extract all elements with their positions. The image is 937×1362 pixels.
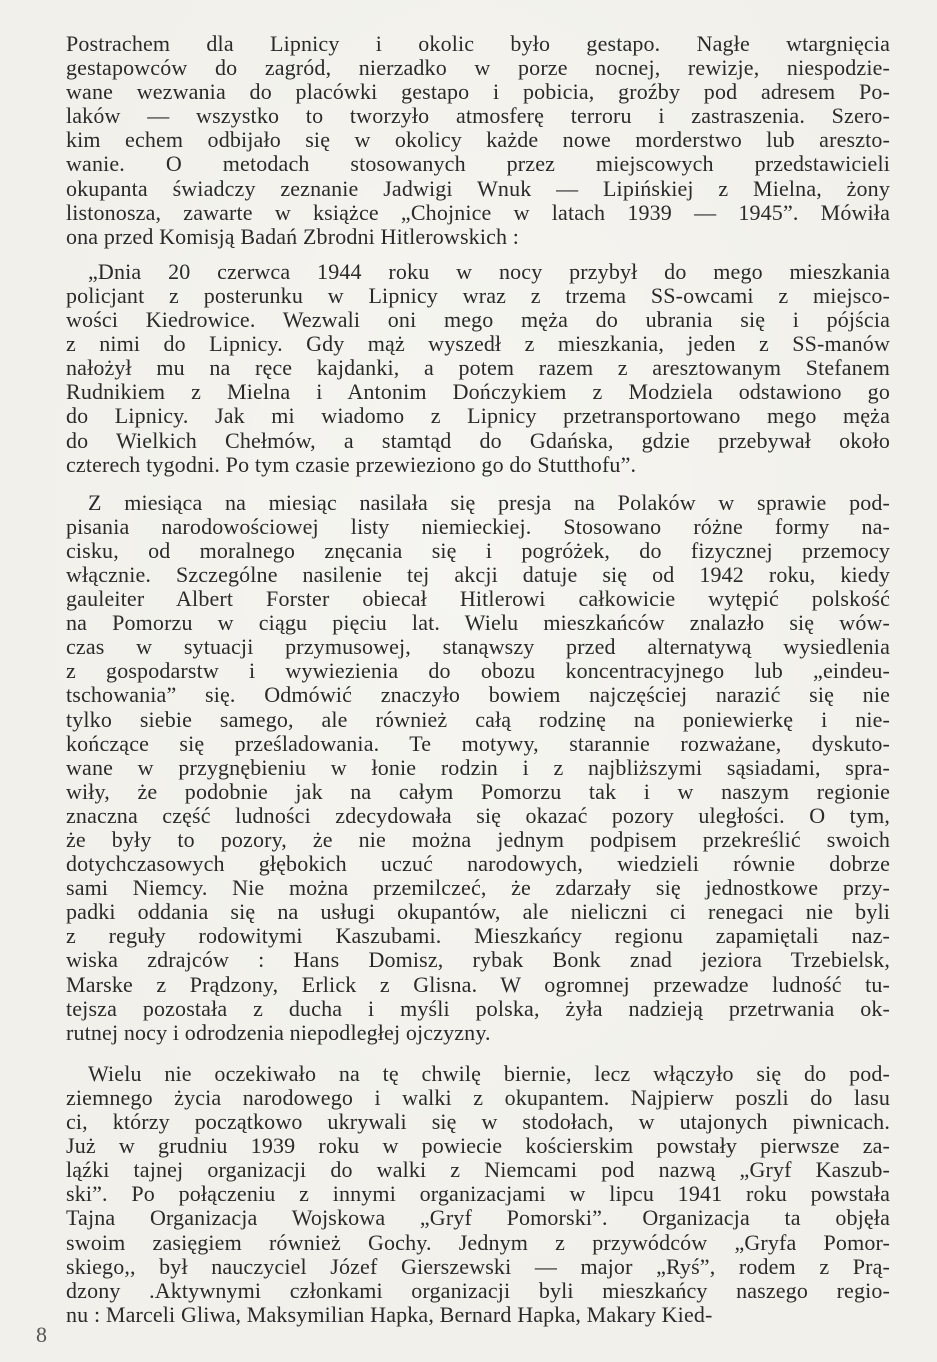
- text-line: sami Niemcy. Nie można przemilczeć, że zdarzały się jednostkowe przy-: [66, 875, 890, 901]
- text-line: Z miesiąca na miesiąc nasilała się presja na Polaków w sprawie pod-: [88, 489, 890, 515]
- text-line: listonosza, zawarte w książce „Chojnice w latach 1939 — 1945”. Mówiła: [66, 199, 890, 225]
- text-line: Marske z Prądzony, Erlick z Glisna. W ogromnej przewadze ludność tu-: [66, 971, 890, 997]
- text-line: ski”. Po połączeniu z innymi organizacjami w lipcu 1941 roku powstała: [66, 1181, 890, 1207]
- text-line: Tajna Organizacja Wojskowa „Gryf Pomorski”. Organizacja ta objęła: [66, 1205, 890, 1231]
- text-line: z nimi do Lipnicy. Gdy mąż wyszedł z mieszkania, jeden z SS-manów: [66, 331, 890, 357]
- text-line: ląźki tajnej organizacji do walki z Niemcami pod nazwą „Gryf Kaszub-: [66, 1157, 890, 1183]
- text-line: z reguły rodowitymi Kaszubami. Mieszkańcy regionu zapamiętali naz-: [66, 923, 890, 949]
- text-line: wane w przygnębieniu w łonie rodzin i z najbliższymi sąsiadami, spra-: [66, 754, 890, 780]
- text-line: włącznie. Szczególne nasilenie tej akcji datuje się od 1942 roku, kiedy: [66, 561, 890, 587]
- page-number: 8: [36, 1322, 47, 1347]
- text-line: swoim zasięgiem również Gochy. Jednym z przywódców „Gryfa Pomor-: [66, 1229, 890, 1255]
- text-line: kim echem odbijało się w okolicy każde nowe morderstwo lub areszto-: [66, 127, 890, 153]
- text-line: policjant z posterunku w Lipnicy wraz z trzema SS-owcami z miejsco-: [66, 282, 890, 308]
- text-line: ziemnego życia narodowego i walki z okupantem. Najpierw poszli do lasu: [66, 1084, 890, 1110]
- text-line: skiego,, był nauczyciel Józef Gierszewski — major „Ryś”, rodem z Prą-: [66, 1253, 890, 1279]
- text-line: ci, którzy początkowo ukrywali się w stodołach, w utajonych piwnicach.: [66, 1109, 890, 1135]
- text-line: ona przed Komisją Badań Zbrodni Hitlerowskich :: [66, 223, 520, 249]
- text-line: pisania narodowościowej listy niemieckiej. Stosowano różne formy na-: [66, 513, 890, 539]
- text-line: rutnej nocy i odrodzenia niepodległej ojczyzny.: [66, 1019, 491, 1045]
- text-line: padki oddania się na usługi okupantów, ale nieliczni ci renegaci nie byli: [66, 899, 890, 925]
- text-line: Rudnikiem z Mielna i Antonim Dończykiem z Modziela odstawiono go: [66, 379, 890, 405]
- text-line: „Dnia 20 czerwca 1944 roku w nocy przybył do mego mieszkania: [88, 258, 890, 284]
- text-line: cisku, od moralnego znęcania się i pogróżek, do fizycznej przemocy: [66, 537, 890, 563]
- text-line: z gospodarstw i wywiezienia do obozu koncentracyjnego lub „eindeu-: [66, 658, 890, 684]
- text-line: wanie. O metodach stosowanych przez miejscowych przedstawicieli: [66, 151, 890, 177]
- text-line: okupanta świadczy zeznanie Jadwigi Wnuk — Lipińskiej z Mielna, żony: [66, 175, 890, 201]
- text-line: wane wezwania do placówki gestapo i pobicia, groźby pod adresem Po-: [66, 79, 890, 105]
- text-line: nałożył mu na ręce kajdanki, a potem razem z aresztowanym Stefanem: [66, 355, 890, 381]
- text-line: czterech tygodni. Po tym czasie przewieziono go do Stutthofu”.: [66, 451, 637, 477]
- paragraph-gap: [66, 1045, 890, 1062]
- text-line: dzony .Aktywnymi członkami organizacji byli mieszkańcy naszego regio-: [66, 1277, 890, 1303]
- text-line: tschowania” się. Odmówić znaczyło bowiem najczęściej narazić się nie: [66, 682, 890, 708]
- text-line: wiska zdrajców : Hans Domisz, rybak Bonk znad jeziora Trzebielsk,: [66, 947, 890, 973]
- text-line: gestapowców do zagród, nierzadko w porze nocnej, rewizje, niespodzie-: [66, 55, 890, 81]
- text-line: nu : Marceli Gliwa, Maksymilian Hapka, Bernard Hapka, Makary Kied-: [66, 1301, 713, 1327]
- text-line: Wielu nie oczekiwało na tę chwilę biernie, lecz włączyło się do pod-: [88, 1060, 890, 1086]
- paragraph-p2: [66, 260, 890, 477]
- text-line: że były to pozory, że nie można jednym podpisem przekreślić swoich: [66, 827, 890, 852]
- text-line: tylko siebie samego, ale również całą rodzinę na poniewierkę i nie-: [66, 706, 890, 732]
- text-line: wości Kiedrowice. Wezwali oni mego męża do ubrania się i pójścia: [66, 307, 890, 333]
- text-line: laków — wszystko to tworzyło atmosferę terroru i zastraszenia. Szero-: [66, 103, 890, 129]
- paragraph-p4: [66, 1062, 890, 1327]
- text-line: Postrachem dla Lipnicy i okolic było gestapo. Nagłe wtargnięcia: [66, 31, 890, 56]
- text-line: na Pomorzu w ciągu pięciu lat. Wielu mieszkańców znalazło się wów-: [66, 610, 890, 636]
- text-line: czas w sytuacji przymusowej, stanąwszy przed alternatywą wysiedlenia: [66, 634, 890, 660]
- paragraph-p3: [66, 491, 890, 1045]
- text-line: dotychczasowych głębokich uczuć narodowych, wiedzieli równie dobrze: [66, 851, 890, 877]
- text-line: znaczna część ludności zdecydowała się okazać pozory uległości. O tym,: [66, 802, 890, 828]
- body-text: [66, 32, 890, 1327]
- text-line: wiły, że podobnie jak na całym Pomorzu tak i w naszym regionie: [66, 778, 890, 804]
- text-line: do Lipnicy. Jak mi wiadomo z Lipnicy przetransportowano mego męża: [66, 403, 890, 429]
- text-line: Już w grudniu 1939 roku w powiecie kościerskim powstały pierwsze za-: [66, 1133, 890, 1159]
- paragraph-gap: [66, 477, 890, 491]
- paragraph-p1: [66, 32, 890, 249]
- text-line: tejsza pozostała z ducha i myśli polska, żyła nadzieją przetrwania ok-: [66, 995, 890, 1021]
- text-line: do Wielkich Chełmów, a stamtąd do Gdańska, gdzie przebywał około: [66, 427, 890, 453]
- text-line: kończące się prześladowania. Te motywy, starannie rozważane, dyskuto-: [66, 730, 890, 756]
- text-line: gauleiter Albert Forster obiecał Hitlerowi całkowicie wytępić polskość: [66, 586, 890, 612]
